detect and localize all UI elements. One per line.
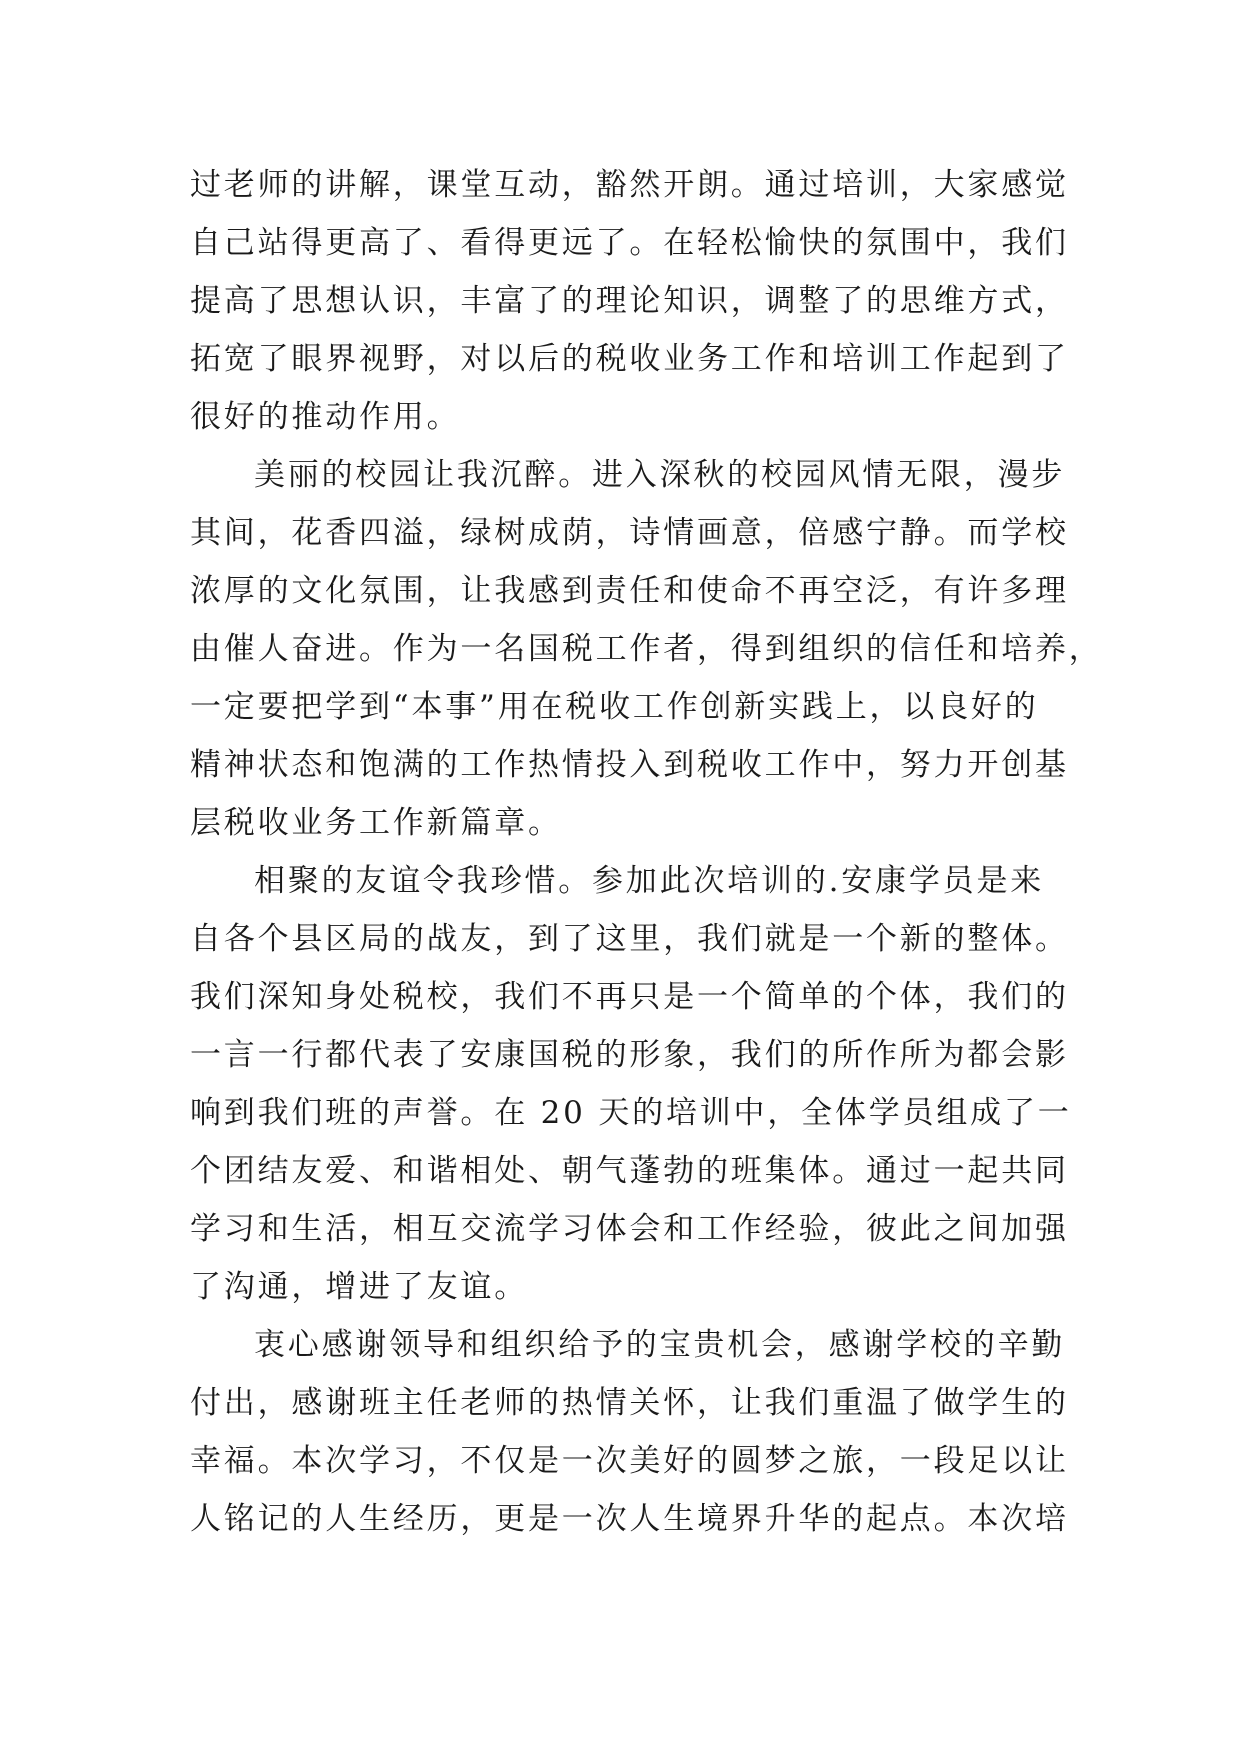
- text-line: 过老师的讲解，课堂互动，豁然开朗。通过培训，大家感觉: [190, 167, 1069, 203]
- text-line: 浓厚的文化氛围，让我感到责任和使命不再空泛，有许多理: [190, 573, 1069, 609]
- text-line: 一定要把学到“本事”用在税收工作创新实践上，以良好的: [190, 689, 1039, 725]
- text-line: 学习和生活，相互交流学习体会和工作经验，彼此之间加强: [190, 1211, 1069, 1247]
- text-line: 拓宽了眼界视野，对以后的税收业务工作和培训工作起到了: [190, 341, 1069, 377]
- text-line: 个团结友爱、和谐相处、朝气蓬勃的班集体。通过一起共同: [190, 1153, 1069, 1189]
- text-line: 由催人奋进。作为一名国税工作者，得到组织的信任和培养，: [190, 631, 1103, 667]
- text-line: 人铭记的人生经历，更是一次人生境界升华的起点。本次培: [190, 1501, 1069, 1537]
- paragraph-start-line: 相聚的友谊令我珍惜。参加此次培训的.安康学员是来: [254, 863, 1045, 899]
- text-line: 付出，感谢班主任老师的热情关怀，让我们重温了做学生的: [190, 1385, 1069, 1421]
- text-line: 响到我们班的声誉。在 20 天的培训中，全体学员组成了一: [190, 1095, 1072, 1131]
- text-line: 幸福。本次学习，不仅是一次美好的圆梦之旅，一段足以让: [190, 1443, 1069, 1479]
- text-line: 精神状态和饱满的工作热情投入到税收工作中，努力开创基: [190, 747, 1069, 783]
- text-line: 一言一行都代表了安康国税的形象，我们的所作所为都会影: [190, 1037, 1069, 1073]
- text-line: 层税收业务工作新篇章。: [190, 805, 562, 841]
- text-line: 了沟通，增进了友谊。: [190, 1269, 528, 1305]
- text-line: 提高了思想认识，丰富了的理论知识，调整了的思维方式，: [190, 283, 1069, 319]
- text-line: 其间，花香四溢，绿树成荫，诗情画意，倍感宁静。而学校: [190, 515, 1069, 551]
- document-body: [190, 156, 1103, 1548]
- text-line: 自各个县区局的战友，到了这里，我们就是一个新的整体。: [190, 921, 1069, 957]
- text-line: 很好的推动作用。: [190, 399, 461, 435]
- text-line: 自己站得更高了、看得更远了。在轻松愉快的氛围中，我们: [190, 225, 1069, 261]
- paragraph-start-line: 衷心感谢领导和组织给予的宝贵机会，感谢学校的辛勤: [254, 1327, 1066, 1363]
- text-line: 我们深知身处税校，我们不再只是一个简单的个体，我们的: [190, 979, 1069, 1015]
- paragraph-start-line: 美丽的校园让我沉醉。进入深秋的校园风情无限，漫步: [254, 457, 1066, 493]
